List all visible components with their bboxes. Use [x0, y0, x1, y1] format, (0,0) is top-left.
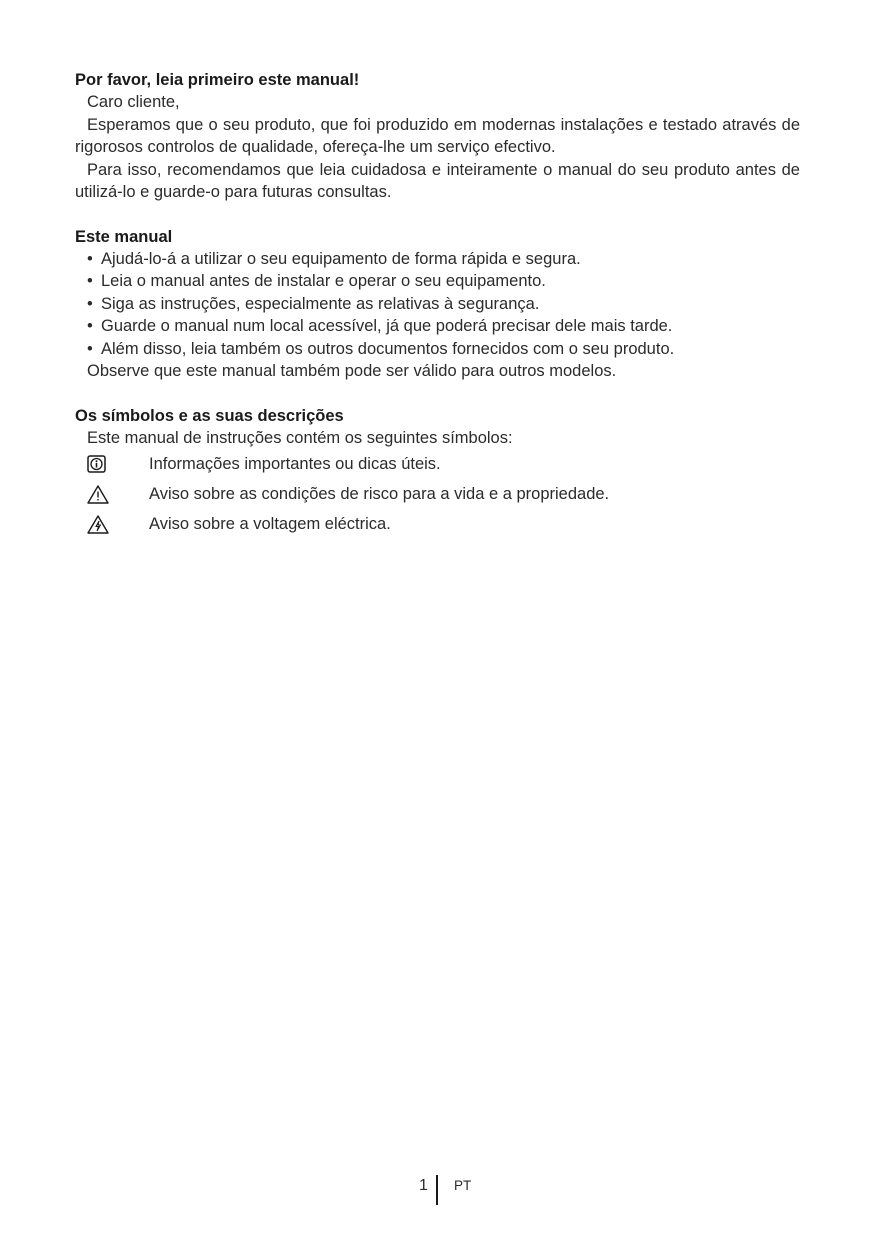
manual-page: [75, 69, 800, 539]
list-item: • Leia o manual antes de instalar e operar o seu equipamento.: [87, 272, 546, 290]
intro-paragraph-1: Esperamos que o seu produto, que foi produzido em modernas instalações e testado através de rigorosos controlos de qualidade, ofereça-lhe um serviço efectivo.: [75, 115, 800, 156]
manual-note: Observe que este manual também pode ser válido para outros modelos.: [87, 362, 617, 380]
language-code: PT: [454, 1178, 472, 1193]
symbol-description: Informações importantes ou dicas úteis.: [149, 455, 441, 473]
page-number: 1: [419, 1177, 428, 1194]
list-item: • Guarde o manual num local acessível, já que poderá precisar dele mais tarde.: [87, 317, 673, 335]
list-item: • Ajudá-lo-á a utilizar o seu equipamento de forma rápida e segura.: [87, 249, 581, 268]
symbol-row-electric: [75, 509, 800, 539]
manual-bullet-list: [75, 248, 800, 361]
list-item: • Siga as instruções, especialmente as relativas à segurança.: [87, 294, 540, 313]
symbol-description: Aviso sobre as condições de risco para a vida e a propriedade.: [149, 485, 610, 503]
greeting: Caro cliente,: [87, 93, 180, 111]
footer-divider: [436, 1175, 438, 1205]
electric-warning-icon: [75, 515, 149, 534]
intro-heading: Por favor, leia primeiro este manual!: [75, 71, 360, 89]
symbol-row-info: [75, 449, 800, 479]
symbol-description: Aviso sobre a voltagem eléctrica.: [149, 515, 391, 533]
list-item: • Além disso, leia também os outros documentos fornecidos com o seu produto.: [87, 339, 675, 358]
manual-heading: Este manual: [75, 227, 173, 246]
page-footer: [0, 1175, 875, 1207]
info-icon: [75, 455, 149, 473]
symbols-heading: Os símbolos e as suas descrições: [75, 406, 344, 425]
intro-paragraph-2: Para isso, recomendamos que leia cuidadosa e inteiramente o manual do seu produto antes de utilizá-lo e guarde-o para futuras consultas.: [75, 160, 800, 201]
symbol-row-warning: [75, 479, 800, 509]
warning-triangle-icon: [75, 485, 149, 504]
symbols-intro: Este manual de instruções contém os seguintes símbolos:: [87, 428, 513, 447]
